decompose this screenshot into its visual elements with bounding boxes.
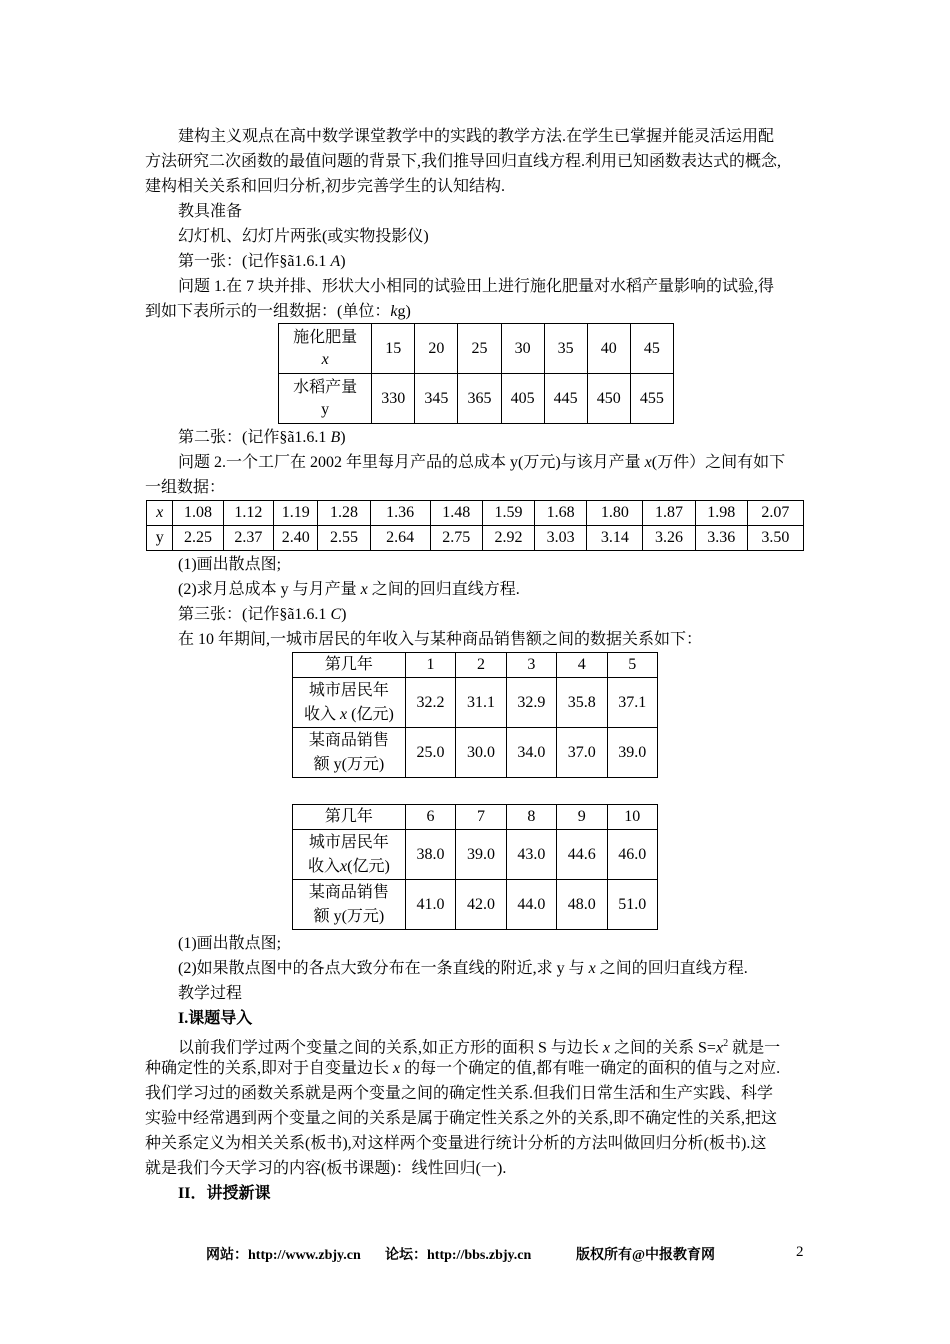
table-cell: 3.03 [535,526,587,551]
table-cell: 34.0 [506,728,556,778]
table-cell: 38.0 [405,830,455,880]
table-cell: 2.55 [318,526,370,551]
table-row [293,678,658,728]
task-var-x: x [360,581,368,598]
table-row [293,805,658,830]
row-unit: (亿元) [347,705,394,723]
page-number: 2 [796,1244,804,1260]
problem2-task-1: (1)画出散点图; [178,556,282,573]
table-cell: 4 [557,653,607,678]
process-line-4: 实验中经常遇到两个变量之间的关系是属于确定性关系之外的关系,即不确定性的关系,把这 [145,1110,778,1127]
row-unit: (亿元) [347,857,390,875]
table-cell: 2.07 [747,501,803,526]
intro-line-1: 建构主义观点在高中数学课堂教学中的实践的教学方法.在学生已掌握并能灵活运用配 [178,128,775,145]
row-label: 城市居民年 [308,833,389,851]
footer-forum-link[interactable]: 论坛：http://bbs.zbjy.cn [385,1248,532,1263]
income-sales-table-1 [292,652,658,778]
table-cell: 40 [587,324,630,374]
table-row [293,653,658,678]
table-cell: 2.37 [223,526,273,551]
row-variable: y [321,400,330,418]
slide2-label-suffix: ) [340,429,346,446]
page-footer [0,1244,950,1268]
process-line-6: 就是我们今天学习的内容(板书课题)：线性回归(一). [145,1160,507,1177]
table-cell: 7 [456,805,506,830]
table-cell: 2 [456,653,506,678]
problem3-task-2 [178,957,848,981]
table-cell: 3.36 [695,526,747,551]
row-header-income [293,830,406,880]
table-cell: 9 [557,805,607,830]
process-text: 就是一 [728,1039,781,1057]
row-label: 额 y(万元) [313,907,385,925]
table-cell: 30 [501,324,544,374]
process-heading: 教学过程 [178,985,243,1002]
table-cell: 345 [415,374,458,424]
table-cell: 3 [506,653,556,678]
row-header-x [147,501,173,526]
tools-text: 幻灯机、幻灯片两张(或实物投影仪) [178,228,429,245]
slide3-label-letter: C [330,606,342,623]
row-label: 施化肥量 [293,328,358,346]
table-row [147,526,804,551]
table-cell: 1 [405,653,455,678]
table-cell: 450 [587,374,630,424]
slide2-label [178,426,848,450]
income-sales-table-2 [292,804,658,930]
table-cell: 1.87 [643,501,695,526]
table-cell: 330 [372,374,415,424]
process-text: 之间的关系 S= [610,1039,716,1057]
slide1-label-suffix: ) [340,253,346,270]
table-row [279,374,674,424]
table-cell: 1.36 [370,501,430,526]
slide1-label [178,250,848,274]
table-cell: 365 [458,374,501,424]
task-text-a: (2)求月总成本 y 与月产量 [178,581,361,598]
problem3-task-1: (1)画出散点图; [178,935,282,952]
row-variable: x [156,504,164,521]
process-text: 以前我们学过两个变量之间的关系,如正方形的面积 S 与边长 [178,1039,603,1057]
table-cell: 3.50 [747,526,803,551]
table-cell: 35 [544,324,587,374]
process-text: 种确定性的关系,即对于自变量边长 [145,1060,394,1077]
process-var-x: x [393,1060,401,1077]
table-row [147,501,804,526]
table-cell: 15 [372,324,415,374]
table-cell: 1.19 [273,501,317,526]
table-cell: 2.25 [173,526,223,551]
table-cell: 43.0 [506,830,556,880]
table-cell: 20 [415,324,458,374]
table-cell: 1.59 [482,501,534,526]
cost-output-table [146,500,804,551]
table-cell: 32.2 [405,678,455,728]
row-header-fertilizer [279,324,372,374]
table-cell: 1.98 [695,501,747,526]
problem1-line-1: 问题 1.在 7 块并排、形状大小相同的试验田上进行施化肥量对水稻产量影响的试验,得 [178,278,775,295]
problem1-line-2 [145,300,815,324]
problem3-intro: 在 10 年期间,一城市居民的年收入与某种商品销售额之间的数据关系如下： [178,631,703,648]
problem2-var-x: x [644,454,652,471]
problem1-unit-suffix: g) [397,303,411,320]
process-text: 的每一个确定的值,都有唯一确定的面积的值与之对应. [400,1060,781,1077]
tools-heading: 教具准备 [178,203,243,220]
row-header-sales [293,880,406,930]
process-var-x: x [602,1039,611,1057]
problem2-line-1 [178,451,848,475]
process-line-5: 种关系定义为相关关系(板书),对这样两个变量进行统计分析的方法叫做回归分析(板书).这 [145,1135,767,1152]
intro-line-2: 方法研究二次函数的最值问题的背景下,我们推导回归直线方程.利用已知函数表达式的概念, [145,153,782,170]
table-cell: 31.1 [456,678,506,728]
problem1-unit-prefix: 到如下表所示的一组数据：(单位： [145,303,391,320]
table-cell: 1.68 [535,501,587,526]
table-cell: 39.0 [456,830,506,880]
table-cell: 45 [630,324,673,374]
table-cell: 32.9 [506,678,556,728]
table-cell: 2.64 [370,526,430,551]
table-row [293,728,658,778]
table-cell: 405 [501,374,544,424]
slide1-label-prefix: 第一张：(记作§ã1.6.1 [178,253,331,270]
table-cell: 1.80 [587,501,643,526]
intro-line-3: 建构相关关系和回归分析,初步完善学生的认知结构. [145,178,506,195]
table-cell: 42.0 [456,880,506,930]
table-cell: 25.0 [405,728,455,778]
row-header-year: 第几年 [293,653,406,678]
table-cell: 51.0 [607,880,658,930]
table-cell: 2.92 [482,526,534,551]
row-label: 城市居民年 [308,681,389,699]
section-1-heading: I.课题导入 [178,1010,253,1027]
row-header-year: 第几年 [293,805,406,830]
row-label: 额 y(万元) [313,755,385,773]
task-var-x: x [588,960,596,977]
row-label: 水稻产量 [293,378,358,396]
footer-copyright: 版权所有@中报教育网 [576,1248,716,1263]
task-text-a: (2)如果散点图中的各点大致分布在一条直线的附近,求 y 与 [178,960,589,977]
problem2-text-a: 问题 2.一个工厂在 2002 年里每月产品的总成本 y(万元)与该月产量 [178,454,645,471]
row-label: 某商品销售 [308,731,389,749]
row-label: 收入 [304,705,341,723]
problem2-text-b: (万件）之间有如下 [651,454,786,471]
table-row [293,830,658,880]
slide3-label [178,603,848,627]
row-header-y: y [147,526,173,551]
row-variable: x [340,857,348,875]
table-cell: 8 [506,805,556,830]
process-exponent: 2 [723,1038,729,1049]
process-line-2 [145,1057,815,1081]
fertilizer-yield-table [278,323,674,424]
slide3-label-prefix: 第三张：(记作§ã1.6.1 [178,606,331,623]
problem1-unit-k: k [390,303,398,320]
table-cell: 30.0 [456,728,506,778]
slide2-label-letter: B [330,429,341,446]
table-cell: 10 [607,805,658,830]
slide1-label-letter: A [330,253,341,270]
section-2-heading: II．讲授新课 [178,1185,271,1202]
table-cell: 35.8 [557,678,607,728]
table-cell: 445 [544,374,587,424]
table-cell: 25 [458,324,501,374]
problem2-line-2: 一组数据： [145,479,226,496]
process-var-x: x [715,1039,724,1057]
table-cell: 44.6 [557,830,607,880]
task-text-b: 之间的回归直线方程. [595,960,748,977]
table-cell: 48.0 [557,880,607,930]
table-cell: 2.40 [273,526,317,551]
table-cell: 37.1 [607,678,658,728]
process-line-3: 我们学习过的函数关系就是两个变量之间的确定性关系.但我们日常生活和生产实践、科学 [145,1085,774,1102]
table-cell: 1.28 [318,501,370,526]
table-cell: 44.0 [506,880,556,930]
table-cell: 455 [630,374,673,424]
table-row [279,324,674,374]
row-header-yield [279,374,372,424]
table-cell: 5 [607,653,658,678]
row-header-sales [293,728,406,778]
row-variable: x [340,705,348,723]
row-label: 某商品销售 [308,883,389,901]
table-cell: 46.0 [607,830,658,880]
slide3-label-suffix: ) [341,606,347,623]
table-cell: 2.75 [430,526,482,551]
table-cell: 3.26 [643,526,695,551]
footer-website-link[interactable]: 网站：http://www.zbjy.cn [206,1248,361,1263]
table-cell: 1.48 [430,501,482,526]
row-header-income [293,678,406,728]
table-cell: 41.0 [405,880,455,930]
table-cell: 1.12 [223,501,273,526]
task-text-b: 之间的回归直线方程. [367,581,520,598]
table-cell: 6 [405,805,455,830]
problem2-task-2 [178,578,848,602]
slide2-label-prefix: 第二张：(记作§ã1.6.1 [178,429,331,446]
row-label: 收入 [308,857,341,875]
table-cell: 1.08 [173,501,223,526]
table-cell: 39.0 [607,728,658,778]
table-cell: 37.0 [557,728,607,778]
table-row [293,880,658,930]
table-cell: 3.14 [587,526,643,551]
row-variable: x [321,350,329,368]
